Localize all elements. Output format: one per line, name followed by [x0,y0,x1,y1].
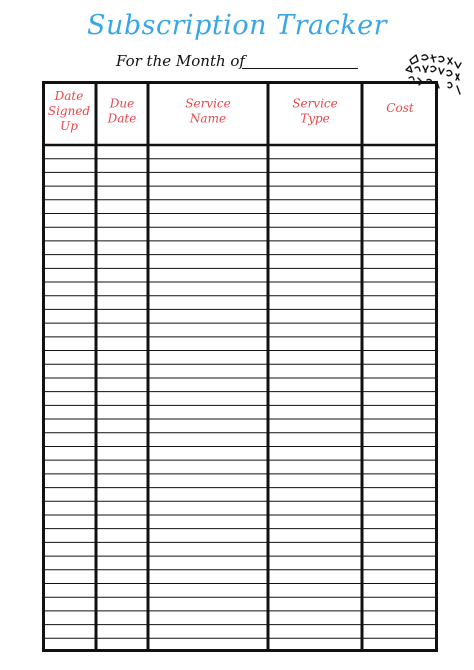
column-header-line: Date [54,89,84,103]
table-border [44,83,437,651]
tracker-table [42,81,438,652]
column-header-due-date [107,97,137,126]
column-header-line: Service [292,96,338,111]
column-header-line: Date [107,111,137,126]
month-label: For the Month of [116,52,245,70]
month-blank-line[interactable] [242,68,358,69]
column-header-date-signed-up [48,89,91,133]
column-header-line: Signed [47,104,91,118]
column-header-line: Name [189,111,227,126]
column-header-service-name [185,97,231,126]
page-title: Subscription Tracker [86,10,388,41]
month-field [116,50,360,74]
column-header-service-type [292,97,338,126]
column-header-cost [386,101,414,115]
column-header-line: Service [185,96,231,111]
column-header-line: Cost [386,101,414,115]
column-header-line: Due [109,96,135,111]
column-header-line: Up [60,119,78,133]
column-header-line: Type [300,111,330,126]
